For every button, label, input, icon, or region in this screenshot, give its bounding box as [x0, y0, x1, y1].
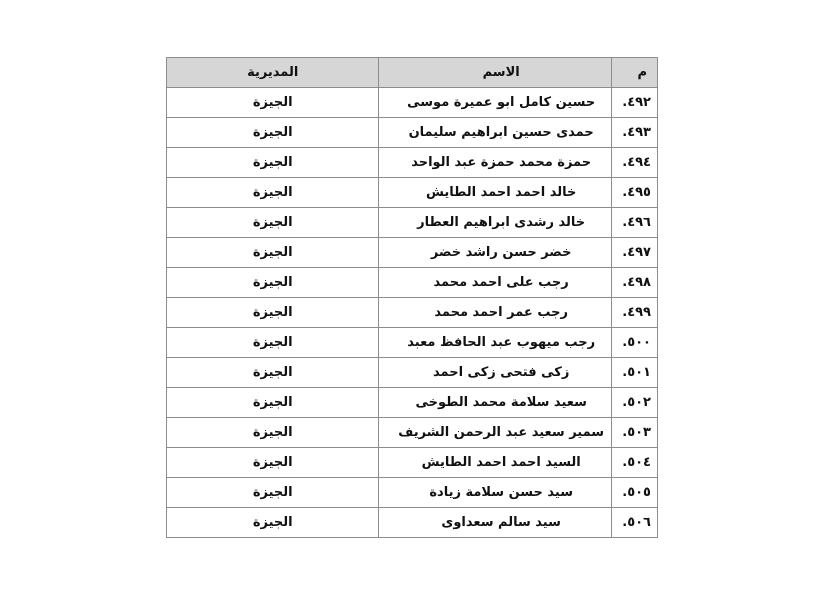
row-number: ٤٩٧.: [611, 238, 657, 268]
row-number: ٤٩٢.: [611, 88, 657, 118]
row-number: ٥٠٢.: [611, 388, 657, 418]
row-directorate: الجيزة: [167, 178, 379, 208]
row-name: حمدى حسين ابراهيم سليمان: [379, 118, 611, 148]
row-name: خضر حسن راشد خضر: [379, 238, 611, 268]
row-directorate: الجيزة: [167, 508, 379, 538]
table-row: [167, 388, 658, 418]
row-name: سيد سالم سعداوى: [379, 508, 611, 538]
table-row: [167, 508, 658, 538]
row-name: سمير سعيد عبد الرحمن الشريف: [379, 418, 611, 448]
row-directorate: الجيزة: [167, 268, 379, 298]
row-directorate: الجيزة: [167, 448, 379, 478]
row-directorate: الجيزة: [167, 118, 379, 148]
row-name: رجب على احمد محمد: [379, 268, 611, 298]
row-name: سعيد سلامة محمد الطوخى: [379, 388, 611, 418]
row-directorate: الجيزة: [167, 238, 379, 268]
table-row: [167, 238, 658, 268]
row-number: ٥٠٥.: [611, 478, 657, 508]
row-directorate: الجيزة: [167, 88, 379, 118]
row-directorate: الجيزة: [167, 478, 379, 508]
row-number: ٤٩٩.: [611, 298, 657, 328]
row-directorate: الجيزة: [167, 328, 379, 358]
row-number: ٥٠٠.: [611, 328, 657, 358]
row-name: رجب ميهوب عبد الحافظ معبد: [379, 328, 611, 358]
row-name: حمزة محمد حمزة عبد الواحد: [379, 148, 611, 178]
table-row: [167, 148, 658, 178]
row-directorate: الجيزة: [167, 208, 379, 238]
names-table: [166, 57, 658, 538]
header-row: [167, 58, 658, 88]
row-name: خالد رشدى ابراهيم العطار: [379, 208, 611, 238]
row-directorate: الجيزة: [167, 298, 379, 328]
row-number: ٥٠٣.: [611, 418, 657, 448]
table-row: [167, 208, 658, 238]
header-num: م: [611, 58, 657, 88]
table-row: [167, 448, 658, 478]
table-row: [167, 178, 658, 208]
table-row: [167, 478, 658, 508]
table-row: [167, 418, 658, 448]
header-directorate: المديرية: [167, 58, 379, 88]
row-number: ٥٠٦.: [611, 508, 657, 538]
table-row: [167, 118, 658, 148]
row-number: ٤٩٥.: [611, 178, 657, 208]
row-directorate: الجيزة: [167, 148, 379, 178]
row-name: رجب عمر احمد محمد: [379, 298, 611, 328]
row-number: ٤٩٤.: [611, 148, 657, 178]
table-row: [167, 328, 658, 358]
table-header: [167, 58, 658, 88]
row-name: حسين كامل ابو عميرة موسى: [379, 88, 611, 118]
row-name: خالد احمد احمد الطايش: [379, 178, 611, 208]
row-number: ٥٠٤.: [611, 448, 657, 478]
row-directorate: الجيزة: [167, 358, 379, 388]
row-number: ٤٩٦.: [611, 208, 657, 238]
row-number: ٤٩٣.: [611, 118, 657, 148]
header-name: الاسم: [379, 58, 611, 88]
row-name: السيد احمد احمد الطايش: [379, 448, 611, 478]
row-number: ٤٩٨.: [611, 268, 657, 298]
row-directorate: الجيزة: [167, 418, 379, 448]
row-name: زكى فتحى زكى احمد: [379, 358, 611, 388]
row-number: ٥٠١.: [611, 358, 657, 388]
row-name: سيد حسن سلامة زيادة: [379, 478, 611, 508]
table-row: [167, 298, 658, 328]
table-row: [167, 88, 658, 118]
table-body: [167, 88, 658, 538]
row-directorate: الجيزة: [167, 388, 379, 418]
table-row: [167, 268, 658, 298]
table-row: [167, 358, 658, 388]
